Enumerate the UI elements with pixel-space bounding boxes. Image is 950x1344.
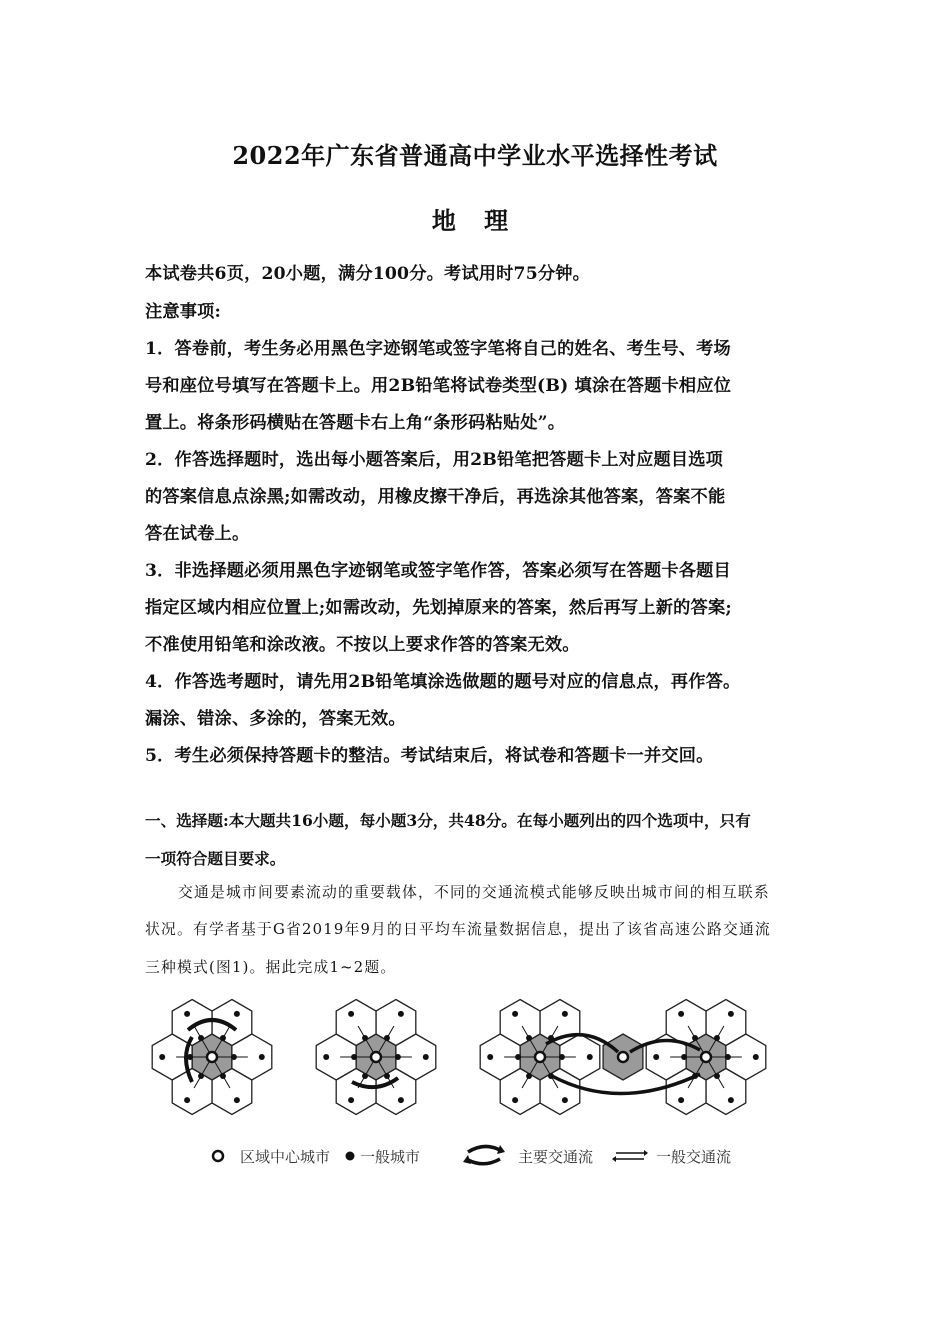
notes-line: 2．作答选择题时，选出每小题答案后，用2B铅笔把答题卡上对应题目选项 [145, 450, 724, 470]
exam-intro: 本试卷共6页，20小题，满分100分。考试用时75分钟。 [145, 264, 591, 284]
notes-line: 5．考生必须保持答题卡的整洁。考试结束后，将试卷和答题卡一并交回。 [145, 746, 714, 766]
general-city-dot [398, 1011, 404, 1017]
general-city-dot [753, 1054, 759, 1060]
general-flow-icon [612, 1147, 648, 1165]
notes-line: 答在试卷上。 [145, 524, 250, 544]
general-city-dot [512, 1097, 518, 1103]
notes-line: 不准使用铅笔和涂改液。不按以上要求作答的答案无效。 [145, 635, 580, 655]
general-city-dot [348, 1097, 354, 1103]
general-city-dot [587, 1054, 593, 1060]
traffic-flow-figure [140, 982, 790, 1132]
general-city-dot [234, 1097, 240, 1103]
general-city-dot [678, 1097, 684, 1103]
notes-line: 指定区域内相应位置上;如需改动，先划掉原来的答案，然后再写上新的答案; [145, 598, 732, 618]
notes-line: 的答案信息点涂黑;如需改动，用橡皮擦干净后，再选涂其他答案，答案不能 [145, 487, 726, 507]
notes-title: 注意事项: [145, 302, 222, 322]
passage-line: 三种模式(图1)。据此完成1~2题。 [145, 959, 397, 976]
center-city-dot [371, 1052, 381, 1062]
notes-line: 号和座位号填写在答题卡上。用2B铅笔将试卷类型(B) 填涂在答题卡相应位 [145, 376, 732, 396]
general-city-dot [562, 1011, 568, 1017]
general-city-dot [323, 1054, 329, 1060]
general-city-dot [728, 1097, 734, 1103]
general-city-dot [728, 1011, 734, 1017]
notes-line: 4．作答选考题时，请先用2B铅笔填涂选做题的题号对应的信息点，再作答。 [145, 672, 741, 692]
general-city-dot [678, 1011, 684, 1017]
general-city-dot [487, 1054, 493, 1060]
general-city-dot [398, 1097, 404, 1103]
notes-line: 1．答卷前，考生务必用黑色字迹钢笔或签字笔将自己的姓名、考生号、考场 [145, 339, 731, 359]
center-city-dot [618, 1052, 628, 1062]
general-city-dot [184, 1097, 190, 1103]
general-city-dot [653, 1054, 659, 1060]
legend-main-flow: 主要交通流 [518, 1148, 594, 1166]
legend-general-city: 一般城市 [360, 1148, 421, 1166]
notes-line: 置上。将条形码横贴在答题卡右上角“条形码粘贴处”。 [145, 413, 566, 433]
section-heading-cont: 一项符合题目要求。 [145, 849, 286, 868]
exam-title: 2022年广东省普通高中学业水平选择性考试 [232, 141, 718, 170]
general-city-dot [348, 1011, 354, 1017]
legend-center-city: 区域中心城市 [240, 1148, 331, 1166]
notes-line: 漏涂、错涂、多涂的，答案无效。 [145, 709, 406, 729]
center-city-dot [535, 1052, 545, 1062]
legend-general-flow: 一般交通流 [656, 1148, 732, 1166]
general-city-dot [234, 1011, 240, 1017]
passage-line: 状况。有学者基于G省2019年9月的日平均车流量数据信息，提出了该省高速公路交通流 [145, 921, 771, 938]
subject-title: 地 理 [431, 206, 519, 235]
general-city-icon [344, 1150, 356, 1162]
general-city-dot [562, 1097, 568, 1103]
figure-legend [210, 1142, 770, 1170]
center-city-dot [701, 1052, 711, 1062]
notes-line: 3．非选择题必须用黑色字迹钢笔或签字笔作答，答案必须写在答题卡各题目 [145, 561, 731, 581]
center-city-icon [210, 1148, 226, 1164]
general-city-dot [159, 1054, 165, 1060]
passage-line: 交通是城市间要素流动的重要载体，不同的交通流模式能够反映出城市间的相互联系 [178, 884, 770, 901]
general-city-dot [512, 1011, 518, 1017]
section-heading: 一、选择题:本大题共16小题，每小题3分，共48分。在每小题列出的四个选项中，只有 [145, 811, 751, 830]
center-city-dot [207, 1052, 217, 1062]
general-city-dot [259, 1054, 265, 1060]
general-city-dot [423, 1054, 429, 1060]
general-city-dot [184, 1011, 190, 1017]
main-flow-icon [462, 1142, 506, 1168]
